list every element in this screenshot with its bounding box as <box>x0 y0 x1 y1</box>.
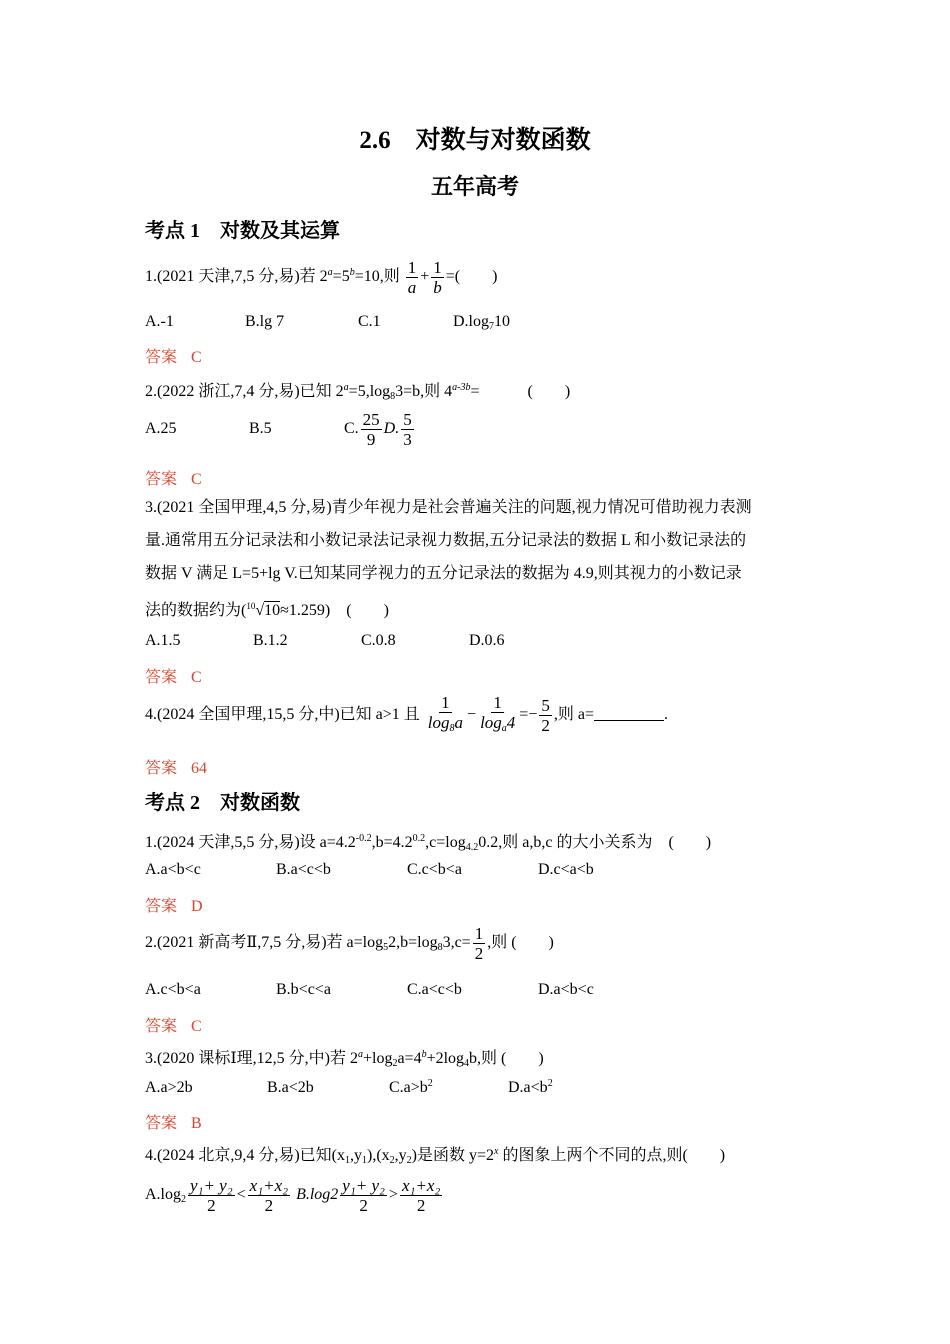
fraction: $\frac{5}{3}$ <box>403 410 412 449</box>
fraction: $\frac{\text{x₁+x₂}}{2}$ <box>249 1176 289 1215</box>
s2-q1: 1.(2024 天津,5,5 分,易)设 $a=4.2^{-0.2},b=4.2^{0.2},c=\log_{4.2}0.2$,则 a,b,c 的大小关系为 ( ) <box>145 833 712 853</box>
s2-q3: 3.(2020 课标Ⅰ理,12,5 分,中)若 $2^a+\log_2a=4^b+2\log_4b$,则 ( ) <box>145 1049 544 1069</box>
s2-q1-options: A.a<b<c B.a<c<b C.c<b<a D.c<a<b <box>145 861 594 878</box>
fraction: $\frac{5}{2}$ <box>541 696 550 735</box>
s2-q4: 4.(2024 北京,9,4 分,易)已知$(x_1,y_1),(x_2,y_2)$是函数 $y=2^x$ 的图象上两个不同的点,则( ) <box>145 1146 726 1166</box>
s1-q1-answer: 答案 C <box>145 349 202 366</box>
page-subtitle: 五年高考 <box>430 174 519 199</box>
s1-q3-answer: 答案 C <box>145 669 202 686</box>
s2-q1-answer: 答案 D <box>145 898 203 915</box>
s1-q4: 4.(2024 全国甲理,15,5 分,中)已知 a>1 且 $\frac{1}{\log_8a}$ − $\frac{1}{\log_a4}$ =− $\frac{5}{2}$ ,则 a= . <box>145 693 668 738</box>
section-2-title: 考点 2 对数函数 <box>145 792 300 814</box>
fraction: $\frac{1}{\log_a4}$ <box>480 693 516 734</box>
fraction: $\frac{\text{x₁+x₂}}{2}$ <box>401 1176 441 1215</box>
s2-q3-answer: 答案 B <box>145 1115 202 1132</box>
s2-q4-options: $A.\log_2$ $\frac{\text{y₁+ y₂}}{2}$ < $\frac{\text{x₁+x₂}}{2}$ B.log2 $\frac{\text{y₁+ y₂}}{2}$ > $\frac{\text{x₁+x₂}}{2}$ <box>145 1176 441 1215</box>
s1-q4-answer: 答案 64 <box>145 760 208 777</box>
s2-q2-options: A.c<b<a B.b<c<a C.a<c<b D.a<b<c <box>145 981 594 998</box>
s1-q2: 2.(2022 浙江,7,4 分,易)已知 $2^a=5,\log_83=b$,则 $4^{a-3b}=$ ( ) <box>145 382 571 402</box>
answer-blank <box>594 706 664 721</box>
fraction: $\frac{1}{2}$ <box>474 924 484 963</box>
s1-q1-options: A.-1 B.lg 7 C.1 $D.\log_710$ <box>145 313 510 332</box>
fraction: $\frac{1}{\log_8a}$ <box>427 693 464 734</box>
fraction: $\frac{\text{y₁+ y₂}}{2}$ <box>190 1176 233 1215</box>
s1-q1: 1.(2021 天津,7,5 分,易)若 $2^a=5^b=10$,则 $\frac{1}{a}$ + $\frac{1}{b}$ =( ) <box>145 258 498 297</box>
s1-q2-answer: 答案 C <box>145 471 202 488</box>
fraction: $\frac{1}{a}$ <box>407 258 417 297</box>
fraction: $\frac{\text{y₁+ y₂}}{2}$ <box>342 1176 385 1215</box>
s2-q2: 2.(2021 新高考Ⅱ,7,5 分,易)若 $a=\log_52,b=\log_83,c=$ $\frac{1}{2}$ ,则 ( ) <box>145 924 554 963</box>
s1-q3: 3.(2021 全国甲理,4,5 分,易)青少年视力是社会普遍关注的问题,视力情况可借助视力表测 量.通常用五分记录法和小数记录法记录视力数据,五分记录法的数据 L 和小数记录法的 数据 V 满足 L=5+lg V.已知某同学视力的五分记录法的数据为 4.9,则其视力的小数记录 法的数据约为($^{10}$√10≈1.259) ( ) <box>145 499 752 619</box>
s2-q3-options: A.a>2b B.a<2b $C.a>b^2$ $D.a<b^2$ <box>145 1078 553 1096</box>
s1-q3-options: A.1.5 B.1.2 C.0.8 D.0.6 <box>145 632 505 649</box>
s2-q2-answer: 答案 C <box>145 1018 202 1035</box>
section-1-title: 考点 1 对数及其运算 <box>145 220 340 242</box>
fraction: $\frac{1}{b}$ <box>433 258 442 297</box>
fraction: $\frac{25}{9}$ <box>362 410 380 449</box>
page-title: 2.6 对数与对数函数 <box>359 127 591 154</box>
s1-q2-options: A.25 B.5 C. $\frac{25}{9}$ D. $\frac{5}{3}$ <box>145 410 412 449</box>
